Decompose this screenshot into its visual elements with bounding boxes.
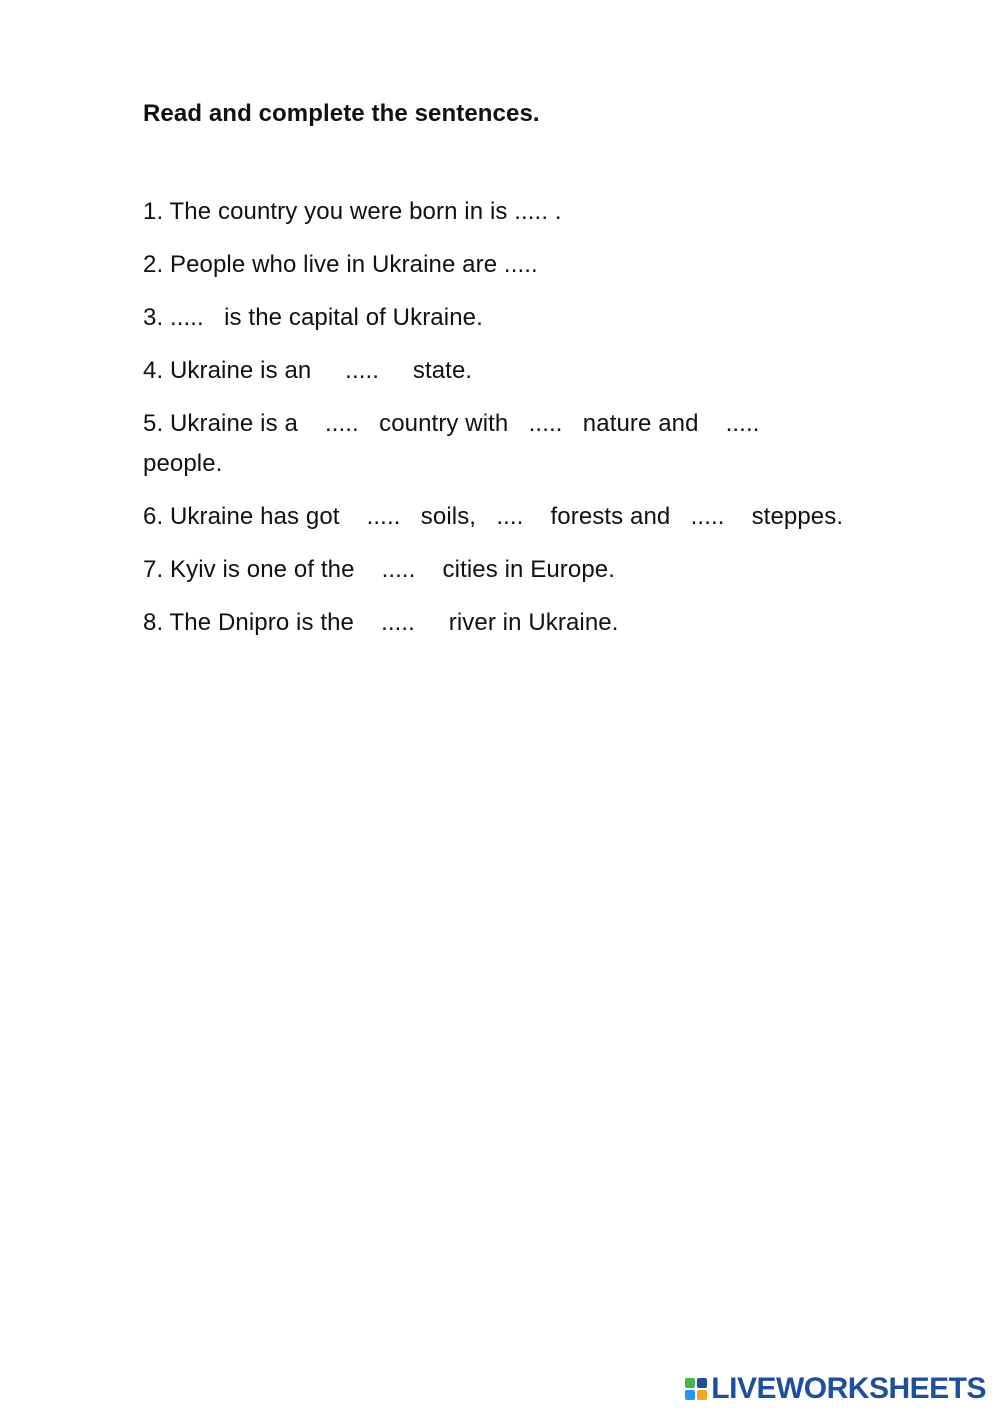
logo-square-blue	[685, 1390, 695, 1400]
logo-square-navy	[697, 1378, 707, 1388]
sentence-8: 8. The Dnipro is the ..... river in Ukraine.	[143, 609, 619, 636]
liveworksheets-logo	[685, 1372, 986, 1406]
sentence-7: 7. Kyiv is one of the ..... cities in Europe.	[143, 556, 615, 583]
logo-square-green	[685, 1378, 695, 1388]
worksheet-title: Read and complete the sentences.	[143, 100, 540, 127]
logo-square-orange	[697, 1390, 707, 1400]
worksheet	[143, 96, 943, 656]
sentence-6: 6. Ukraine has got ..... soils, .... forests and ..... steppes.	[143, 503, 844, 530]
sentence-5: 5. Ukraine is a ..... country with ..... nature and ..... people.	[143, 410, 760, 477]
sentence-2: 2. People who live in Ukraine are .....	[143, 251, 538, 278]
logo-grid-icon	[685, 1378, 707, 1400]
logo-text: LIVEWORKSHEETS	[711, 1372, 986, 1405]
sentence-3: 3. ..... is the capital of Ukraine.	[143, 304, 483, 331]
sentence-1: 1. The country you were born in is ..... .	[143, 198, 562, 225]
sentence-4: 4. Ukraine is an ..... state.	[143, 357, 473, 384]
